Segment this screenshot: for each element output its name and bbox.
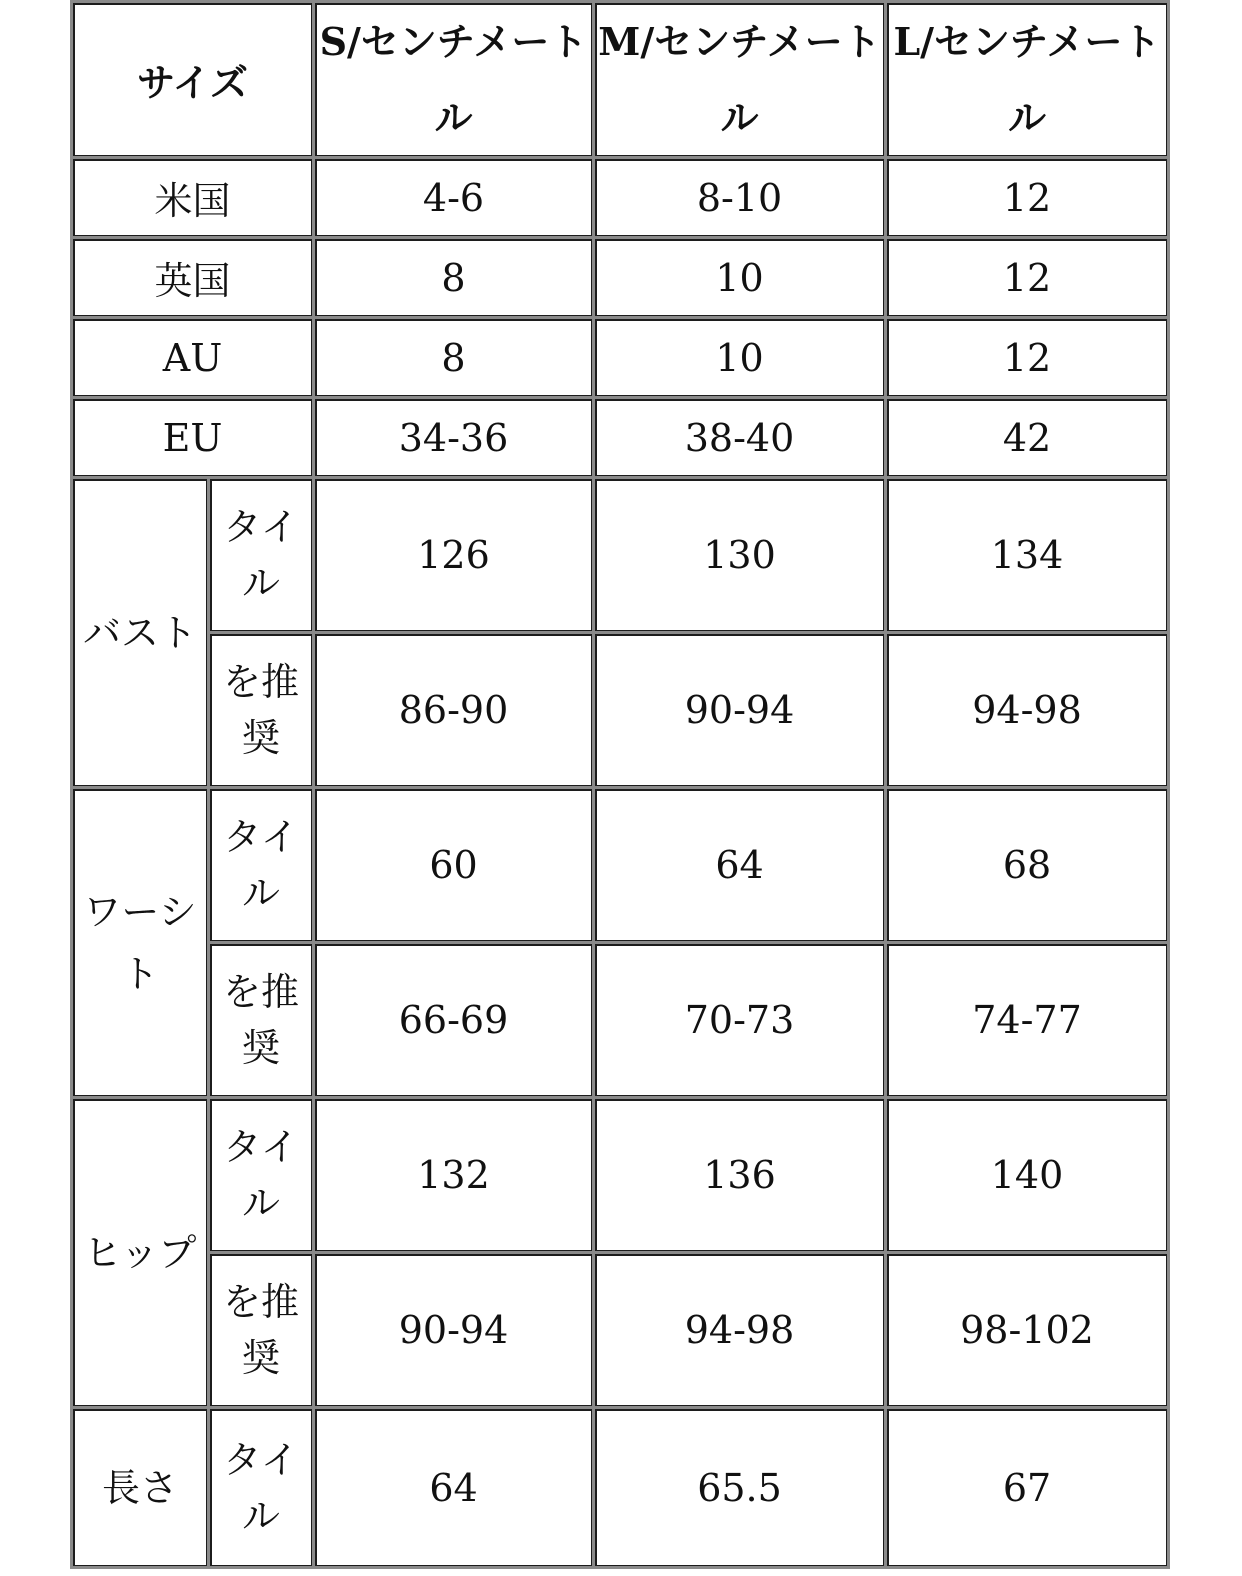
sub-label-recommended: を推奨 xyxy=(210,634,315,789)
sub-label-recommended: を推奨 xyxy=(210,1254,315,1409)
cell-length-tile-s: 64 xyxy=(315,1409,595,1569)
cell-hip-tile-l: 140 xyxy=(887,1099,1170,1254)
column-header-m: M/センチメートル xyxy=(595,3,887,159)
column-header-s: S/センチメートル xyxy=(315,3,595,159)
column-header-l: L/センチメートル xyxy=(887,3,1170,159)
cell-au-m: 10 xyxy=(595,319,887,399)
cell-au-l: 12 xyxy=(887,319,1170,399)
table-row-au xyxy=(73,319,1170,399)
sub-label-tile: タイル xyxy=(210,789,315,944)
sub-label-tile: タイル xyxy=(210,479,315,634)
cell-uk-m: 10 xyxy=(595,239,887,319)
cell-hip-tile-m: 136 xyxy=(595,1099,887,1254)
sub-label-tile: タイル xyxy=(210,1409,315,1569)
cell-bust-rec-m: 90-94 xyxy=(595,634,887,789)
row-label-au: AU xyxy=(73,319,315,399)
cell-us-s: 4-6 xyxy=(315,159,595,239)
cell-waist-tile-l: 68 xyxy=(887,789,1170,944)
cell-uk-l: 12 xyxy=(887,239,1170,319)
cell-hip-tile-s: 132 xyxy=(315,1099,595,1254)
cell-length-tile-m: 65.5 xyxy=(595,1409,887,1569)
cell-us-m: 8-10 xyxy=(595,159,887,239)
cell-bust-tile-m: 130 xyxy=(595,479,887,634)
table-row-hip-recommended xyxy=(73,1254,1170,1409)
table-row-waist-recommended xyxy=(73,944,1170,1099)
cell-length-tile-l: 67 xyxy=(887,1409,1170,1569)
group-label-waist: ワーシト xyxy=(73,789,210,1099)
cell-waist-tile-s: 60 xyxy=(315,789,595,944)
cell-hip-rec-m: 94-98 xyxy=(595,1254,887,1409)
row-label-us: 米国 xyxy=(73,159,315,239)
table-row-hip-tile xyxy=(73,1099,1170,1254)
row-label-eu: EU xyxy=(73,399,315,479)
cell-eu-m: 38-40 xyxy=(595,399,887,479)
cell-bust-rec-s: 86-90 xyxy=(315,634,595,789)
cell-bust-rec-l: 94-98 xyxy=(887,634,1170,789)
cell-uk-s: 8 xyxy=(315,239,595,319)
row-label-uk: 英国 xyxy=(73,239,315,319)
sub-label-tile: タイル xyxy=(210,1099,315,1254)
size-chart xyxy=(70,0,1170,1569)
cell-hip-rec-l: 98-102 xyxy=(887,1254,1170,1409)
cell-eu-s: 34-36 xyxy=(315,399,595,479)
group-label-hip: ヒップ xyxy=(73,1099,210,1409)
table-row-us xyxy=(73,159,1170,239)
group-label-bust: バスト xyxy=(73,479,210,789)
cell-waist-rec-s: 66-69 xyxy=(315,944,595,1099)
size-table xyxy=(70,0,1170,1569)
cell-us-l: 12 xyxy=(887,159,1170,239)
cell-waist-tile-m: 64 xyxy=(595,789,887,944)
sub-label-recommended: を推奨 xyxy=(210,944,315,1099)
header-row xyxy=(73,3,1170,159)
cell-waist-rec-m: 70-73 xyxy=(595,944,887,1099)
cell-hip-rec-s: 90-94 xyxy=(315,1254,595,1409)
table-row-eu xyxy=(73,399,1170,479)
cell-au-s: 8 xyxy=(315,319,595,399)
cell-waist-rec-l: 74-77 xyxy=(887,944,1170,1099)
cell-bust-tile-s: 126 xyxy=(315,479,595,634)
cell-eu-l: 42 xyxy=(887,399,1170,479)
size-header-cell: サイズ xyxy=(73,3,315,159)
group-label-length: 長さ xyxy=(73,1409,210,1569)
cell-bust-tile-l: 134 xyxy=(887,479,1170,634)
table-row-bust-recommended xyxy=(73,634,1170,789)
table-row-uk xyxy=(73,239,1170,319)
table-row-length-tile xyxy=(73,1409,1170,1569)
table-row-waist-tile xyxy=(73,789,1170,944)
table-row-bust-tile xyxy=(73,479,1170,634)
